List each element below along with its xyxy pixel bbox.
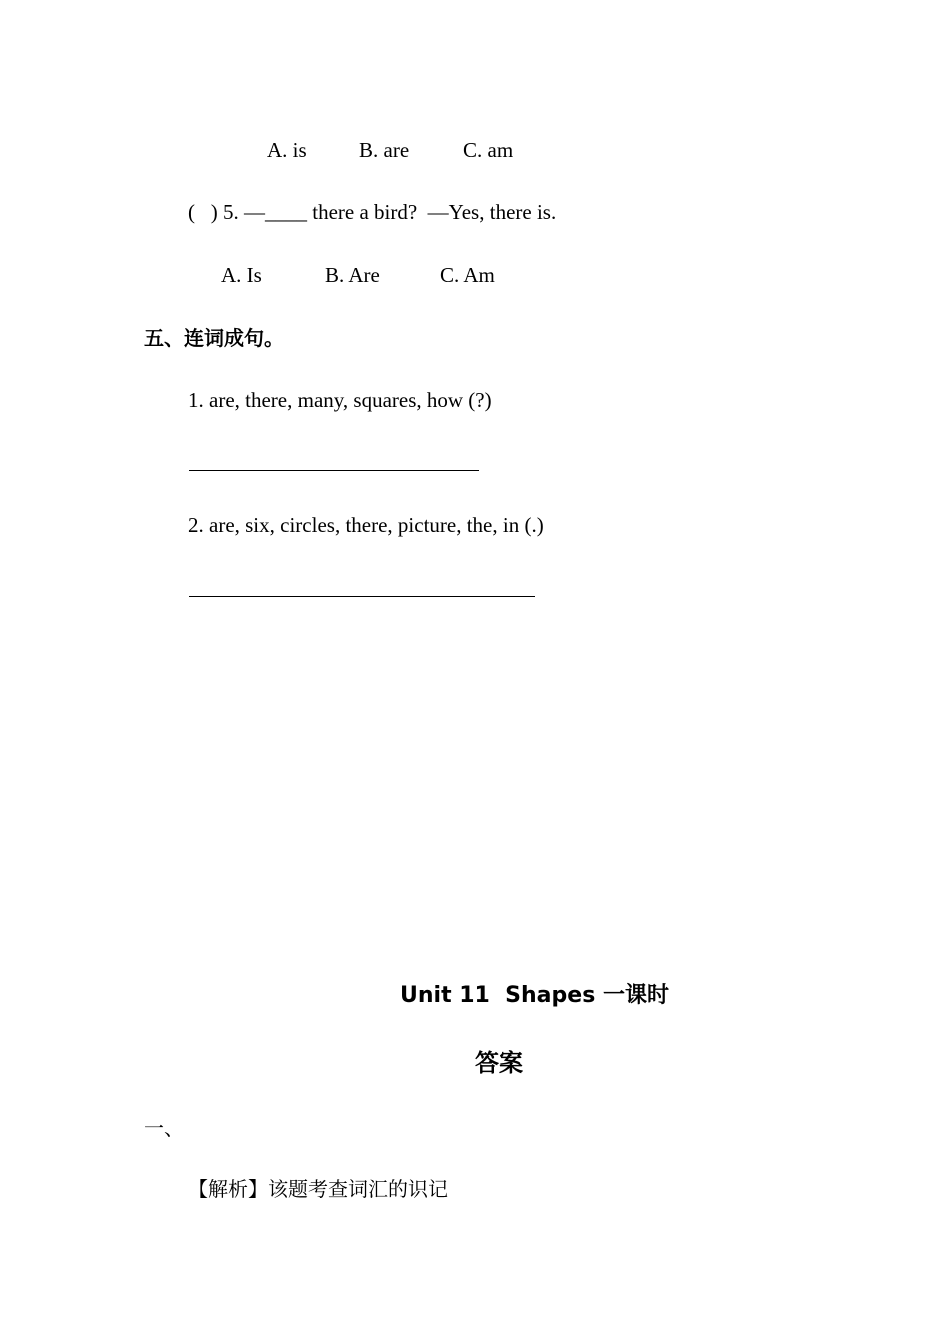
answer-blank-line-2 xyxy=(189,596,535,597)
answer-blank-line-1 xyxy=(189,470,479,471)
question-5-stem: ( ) 5. —____ there a bird? —Yes, there is. xyxy=(188,200,557,224)
section-5-heading: 五、连词成句。 xyxy=(144,326,284,350)
option-b: B. are xyxy=(359,138,410,162)
option-a: A. Is xyxy=(221,263,262,287)
option-b: B. Are xyxy=(325,263,380,287)
answers-title: Unit 11 Shapes 一课时 xyxy=(400,983,669,1008)
option-a: A. is xyxy=(267,138,307,162)
section-5-item-2-prompt: 2. are, six, circles, there, picture, the, in (.) xyxy=(188,513,544,537)
option-c: C. am xyxy=(463,138,514,162)
answers-section-1-label: 一、 xyxy=(144,1116,184,1140)
answers-analysis: 【解析】该题考查词汇的识记 xyxy=(188,1177,448,1201)
answers-subtitle: 答案 xyxy=(475,1049,523,1077)
section-5-item-1-prompt: 1. are, there, many, squares, how (?) xyxy=(188,388,492,412)
option-c: C. Am xyxy=(440,263,495,287)
